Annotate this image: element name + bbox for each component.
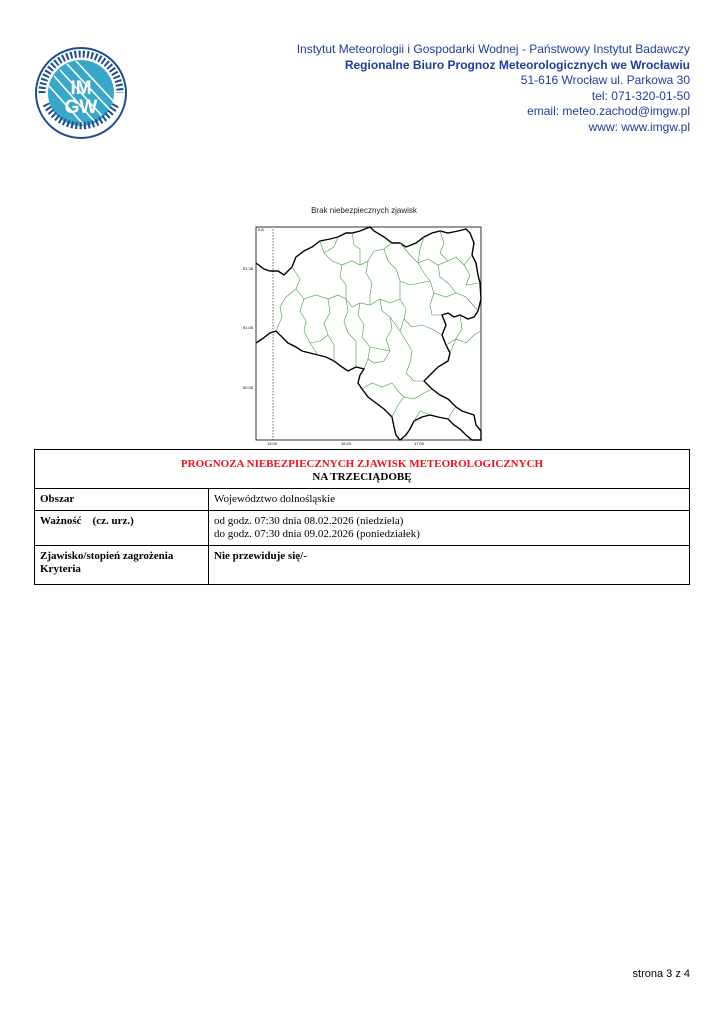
map-lon-label: 16.00 — [341, 441, 352, 446]
map-lat-label: 50.55 — [243, 385, 254, 390]
institute-header — [297, 42, 690, 135]
header-website[interactable]: www: www.imgw.pl — [588, 119, 690, 134]
map-frame — [256, 227, 481, 440]
row-label-validity-text: Ważność (cz. urz.) — [40, 515, 134, 527]
header-address: 51-616 Wrocław ul. Parkowa 30 — [520, 73, 690, 87]
table-title-cell — [35, 450, 690, 489]
row-label-validity — [35, 511, 209, 546]
imgw-logo-graphic — [34, 46, 128, 140]
imgw-logo — [34, 46, 128, 140]
row-label-phenomenon — [35, 546, 209, 585]
map-svg — [234, 203, 494, 448]
header-institute-name: Instytut Meteorologii i Gospodarki Wodnej - Państwowy Instytut Badawczy — [296, 42, 690, 56]
page-number: strona 3 z 4 — [632, 968, 690, 980]
table-header-row — [35, 450, 690, 489]
map-title: Brak niebezpiecznych zjawisk — [311, 206, 417, 215]
table-row — [35, 511, 690, 546]
forecast-table — [34, 449, 690, 585]
phenomenon-label: Zjawisko/stopień zagrożenia — [40, 550, 174, 562]
row-value-phenomenon: Nie przewiduje się/- — [209, 546, 690, 585]
table-row — [35, 546, 690, 585]
warning-map — [234, 203, 494, 448]
logo-text-top: IM — [70, 78, 92, 99]
table-subtitle: NA TRZECIĄDOBĘ — [312, 471, 412, 483]
validity-from: od godz. 07:30 dnia 08.02.2026 (niedziela) — [214, 515, 404, 527]
map-lon-label: 17.00 — [414, 441, 425, 446]
header-email[interactable]: email: meteo.zachod@imgw.pl — [527, 104, 690, 118]
map-corner-label: 0.8 — [258, 227, 264, 232]
row-value-area: Województwo dolnośląskie — [209, 489, 690, 511]
header-office-name: Regionalne Biuro Prognoz Meteorologicznych we Wrocławiu — [344, 57, 690, 72]
map-lat-label: 51.38 — [243, 266, 254, 271]
header-phone: tel: 071-320-01-50 — [591, 88, 690, 103]
logo-text-bottom: GW — [64, 97, 98, 118]
table-row — [35, 489, 690, 511]
row-value-validity — [209, 511, 690, 546]
map-lat-label: 51.05 — [243, 325, 254, 330]
table-title: PROGNOZA NIEBEZPIECZNYCH ZJAWISK METEOROLOGICZNYCH — [180, 458, 544, 470]
validity-to: do godz. 07:30 dnia 09.02.2026 (poniedziałek) — [214, 528, 420, 540]
criteria-label: Kryteria — [40, 563, 81, 575]
row-label-area: Obszar — [35, 489, 209, 511]
map-lon-label: 15.00 — [267, 441, 278, 446]
